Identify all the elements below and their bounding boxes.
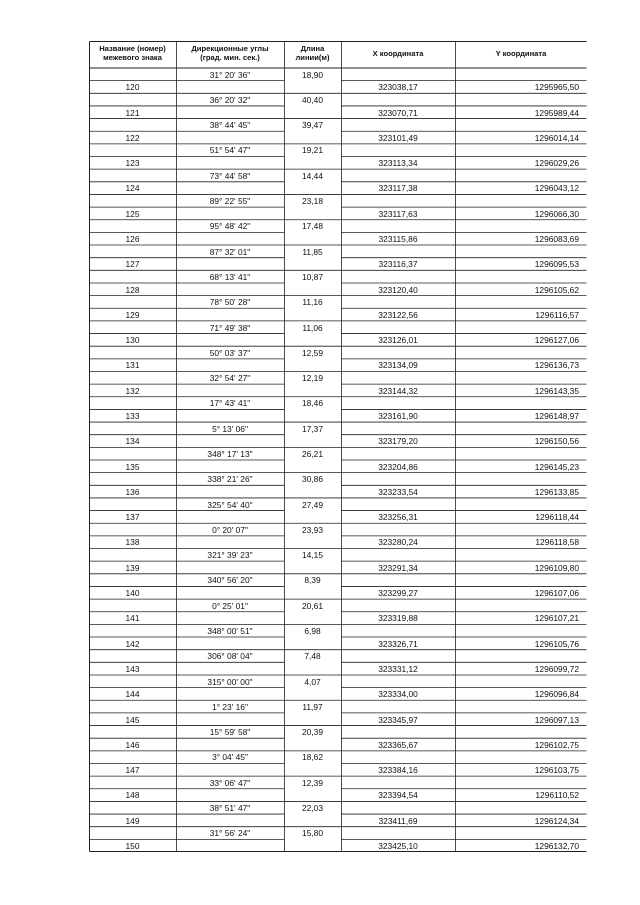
segment-angle: 321° 39' 23" <box>207 550 253 561</box>
point-name: 125 <box>125 208 140 219</box>
point-name: 137 <box>125 512 140 523</box>
point-x-coordinate: 323365,67 <box>378 739 418 750</box>
point-name: 138 <box>125 537 140 548</box>
segment-angle: 71° 49' 38" <box>209 322 251 333</box>
point-name: 143 <box>125 663 140 674</box>
point-y-coordinate: 1296096,84 <box>534 689 579 700</box>
segment-length: 4,07 <box>304 676 321 687</box>
segment-angle: 36° 20' 32" <box>209 94 251 105</box>
segment-length: 7,48 <box>304 651 321 662</box>
segment-length: 14,15 <box>302 550 323 561</box>
boundary-coordinates-table <box>89 41 587 852</box>
point-x-coordinate: 323161,90 <box>378 411 418 422</box>
point-x-coordinate: 323299,27 <box>378 588 418 599</box>
point-x-coordinate: 323115,86 <box>378 234 418 244</box>
header-x-coordinate: X координата <box>372 49 424 58</box>
header-line-length <box>284 45 341 62</box>
point-name: 141 <box>125 613 140 624</box>
segment-angle: 0° 25' 01" <box>212 600 248 611</box>
point-x-coordinate: 323411,69 <box>378 815 418 826</box>
point-name: 136 <box>125 486 140 497</box>
point-name: 146 <box>125 739 140 750</box>
segment-angle: 31° 20' 36" <box>209 69 251 80</box>
point-name: 132 <box>125 385 140 396</box>
segment-angle: 73° 44' 58" <box>209 170 251 181</box>
segment-angle: 0° 20' 07" <box>212 524 248 535</box>
segment-length: 20,39 <box>302 727 323 738</box>
point-y-coordinate: 1296127,06 <box>534 335 579 346</box>
point-x-coordinate: 323345,97 <box>378 714 418 725</box>
point-x-coordinate: 323331,12 <box>378 663 418 674</box>
point-y-coordinate: 1296148,97 <box>534 411 579 422</box>
point-y-coordinate: 1296095,53 <box>534 259 579 270</box>
point-x-coordinate: 323126,01 <box>378 335 418 346</box>
point-name: 128 <box>125 284 140 295</box>
point-x-coordinate: 323116,37 <box>378 259 418 270</box>
segment-angle: 5° 13' 06" <box>212 423 248 434</box>
point-x-coordinate: 323280,24 <box>378 537 418 548</box>
point-y-coordinate: 1296136,73 <box>534 360 579 371</box>
point-x-coordinate: 323117,63 <box>378 208 418 219</box>
point-y-coordinate: 1296014,14 <box>534 132 579 143</box>
point-name: 144 <box>125 689 140 700</box>
point-y-coordinate: 1296107,06 <box>534 588 579 599</box>
segment-angle: 50° 03' 37" <box>209 347 251 358</box>
point-x-coordinate: 323101,49 <box>378 132 418 143</box>
segment-length: 20,61 <box>302 600 323 611</box>
segment-angle: 68° 13' 41" <box>209 271 251 282</box>
point-y-coordinate: 1296118,58 <box>535 537 579 548</box>
point-name: 130 <box>125 335 140 346</box>
point-x-coordinate: 323122,56 <box>378 309 418 320</box>
point-y-coordinate: 1296029,26 <box>534 158 579 169</box>
segment-length: 6,98 <box>304 626 321 636</box>
point-name: 133 <box>125 411 140 422</box>
point-name: 127 <box>125 259 140 270</box>
segment-angle: 33° 06' 47" <box>209 777 251 788</box>
point-y-coordinate: 1295965,50 <box>534 82 579 93</box>
point-x-coordinate: 323256,31 <box>378 512 418 523</box>
segment-angle: 315° 00' 00" <box>207 676 253 687</box>
header-point-name-line1: Название (номер) <box>99 44 166 53</box>
point-name: 150 <box>125 840 140 851</box>
point-y-coordinate: 1295989,44 <box>534 107 579 118</box>
segment-angle: 95° 48' 42" <box>209 221 251 232</box>
point-y-coordinate: 1296118,44 <box>535 512 579 523</box>
header-y-coordinate: Y координата <box>495 49 547 58</box>
point-y-coordinate: 1296110,52 <box>535 790 579 801</box>
segment-angle: 38° 51' 47" <box>209 803 251 814</box>
point-y-coordinate: 1296043,12 <box>534 183 579 194</box>
header-direction-angle-line2: (град. мин. сек.) <box>200 52 260 62</box>
segment-length: 12,39 <box>302 777 323 788</box>
segment-angle: 3° 04' 45" <box>212 752 248 763</box>
segment-angle: 325° 54' 40" <box>207 499 253 510</box>
point-x-coordinate: 323120,40 <box>378 284 418 295</box>
header-direction-angle-line1: Дирекционные углы <box>191 44 269 53</box>
segment-length: 11,06 <box>302 322 323 333</box>
point-y-coordinate: 1296099,72 <box>534 663 579 674</box>
segment-angle: 31° 56' 24" <box>209 828 251 839</box>
point-x-coordinate: 323334,00 <box>378 689 418 700</box>
point-name: 142 <box>125 638 140 649</box>
point-y-coordinate: 1296102,75 <box>534 739 579 750</box>
segment-length: 18,90 <box>302 69 323 80</box>
segment-length: 10,87 <box>302 271 323 282</box>
point-name: 140 <box>125 588 140 599</box>
point-x-coordinate: 323134,09 <box>378 360 418 371</box>
segment-length: 18,46 <box>302 398 323 409</box>
segment-length: 26,21 <box>302 448 323 459</box>
point-y-coordinate: 1296143,35 <box>534 385 579 396</box>
segment-length: 27,49 <box>302 499 323 510</box>
point-name: 122 <box>125 132 140 143</box>
segment-angle: 348° 17' 13" <box>207 448 253 459</box>
segment-length: 30,86 <box>302 474 323 485</box>
segment-length: 23,93 <box>302 524 323 535</box>
point-name: 135 <box>125 461 140 472</box>
header-point-name-line2: межевого знака <box>103 52 162 62</box>
segment-length: 11,97 <box>302 701 323 712</box>
segment-angle: 15° 59' 58" <box>209 727 251 738</box>
point-y-coordinate: 1296132,70 <box>534 840 579 851</box>
segment-length: 12,19 <box>302 373 323 384</box>
point-y-coordinate: 1296105,62 <box>534 284 579 295</box>
point-x-coordinate: 323144,32 <box>378 385 418 396</box>
segment-length: 14,44 <box>302 170 323 181</box>
point-y-coordinate: 1296133,85 <box>534 486 579 497</box>
segment-length: 19,21 <box>302 145 323 156</box>
header-point-name <box>89 45 176 62</box>
point-y-coordinate: 1296150,56 <box>534 436 579 447</box>
point-y-coordinate: 1296105,76 <box>534 638 579 649</box>
point-name: 131 <box>125 360 140 371</box>
point-y-coordinate: 1296109,80 <box>534 562 579 573</box>
point-name: 129 <box>125 309 140 320</box>
point-x-coordinate: 323038,17 <box>378 82 418 93</box>
point-name: 149 <box>125 815 140 826</box>
segment-angle: 89° 22' 55" <box>209 196 251 207</box>
point-x-coordinate: 323204,86 <box>378 461 418 472</box>
segment-angle: 78° 50' 28" <box>209 297 251 308</box>
segment-angle: 51° 54' 47" <box>209 145 251 156</box>
point-x-coordinate: 323326,71 <box>378 638 418 649</box>
point-x-coordinate: 323070,71 <box>378 107 418 118</box>
segment-angle: 32° 54' 27" <box>209 373 251 384</box>
segment-length: 8,39 <box>304 575 321 586</box>
point-name: 123 <box>125 158 140 169</box>
segment-length: 15,80 <box>302 828 323 839</box>
segment-angle: 87° 32' 01" <box>209 246 251 257</box>
point-name: 139 <box>125 562 140 573</box>
point-name: 124 <box>125 183 140 194</box>
segment-length: 11,16 <box>302 297 323 308</box>
point-name: 148 <box>125 790 140 801</box>
point-y-coordinate: 1296124,34 <box>534 815 579 826</box>
segment-length: 23,18 <box>302 196 323 207</box>
segment-length: 39,47 <box>302 120 323 131</box>
point-x-coordinate: 323425,10 <box>378 840 418 851</box>
point-x-coordinate: 323384,16 <box>378 765 418 776</box>
segment-angle: 338° 21' 26" <box>207 474 253 485</box>
point-name: 121 <box>125 107 140 118</box>
segment-length: 18,62 <box>302 752 323 763</box>
segment-angle: 1° 23' 16" <box>212 701 248 712</box>
segment-length: 17,48 <box>302 221 323 232</box>
segment-angle: 340° 56' 20" <box>207 575 253 586</box>
point-y-coordinate: 1296066,30 <box>534 208 579 219</box>
point-y-coordinate: 1296116,57 <box>535 309 579 320</box>
segment-length: 22,03 <box>302 803 323 814</box>
point-y-coordinate: 1296097,13 <box>534 714 579 725</box>
point-x-coordinate: 323291,34 <box>378 562 418 573</box>
header-line-length-line1: Длина <box>300 44 325 53</box>
point-y-coordinate: 1296083,69 <box>534 234 579 244</box>
point-x-coordinate: 323233,54 <box>378 486 418 497</box>
header-direction-angle <box>176 45 284 62</box>
segment-length: 17,37 <box>302 423 323 434</box>
segment-length: 12,59 <box>302 347 323 358</box>
point-name: 134 <box>125 436 140 447</box>
point-y-coordinate: 1296103,75 <box>534 765 579 776</box>
point-name: 147 <box>125 765 140 776</box>
point-y-coordinate: 1296145,23 <box>534 461 579 472</box>
point-name: 120 <box>125 82 140 93</box>
segment-angle: 17° 43' 41" <box>209 398 251 409</box>
segment-length: 40,40 <box>302 94 323 105</box>
point-x-coordinate: 323179,20 <box>378 436 418 447</box>
point-name: 145 <box>125 714 140 725</box>
segment-angle: 38° 44' 45" <box>209 120 251 131</box>
point-y-coordinate: 1296107,21 <box>534 613 579 624</box>
point-x-coordinate: 323394,54 <box>378 790 418 801</box>
point-x-coordinate: 323319,88 <box>378 613 418 624</box>
segment-angle: 306° 08' 04" <box>207 651 253 662</box>
header-line-length-line2: линии(м) <box>295 52 330 62</box>
point-x-coordinate: 323117,38 <box>378 183 418 194</box>
segment-length: 11,85 <box>302 246 323 257</box>
point-name: 126 <box>125 234 140 244</box>
point-x-coordinate: 323113,34 <box>378 158 418 169</box>
segment-angle: 348° 00' 51" <box>207 626 253 636</box>
